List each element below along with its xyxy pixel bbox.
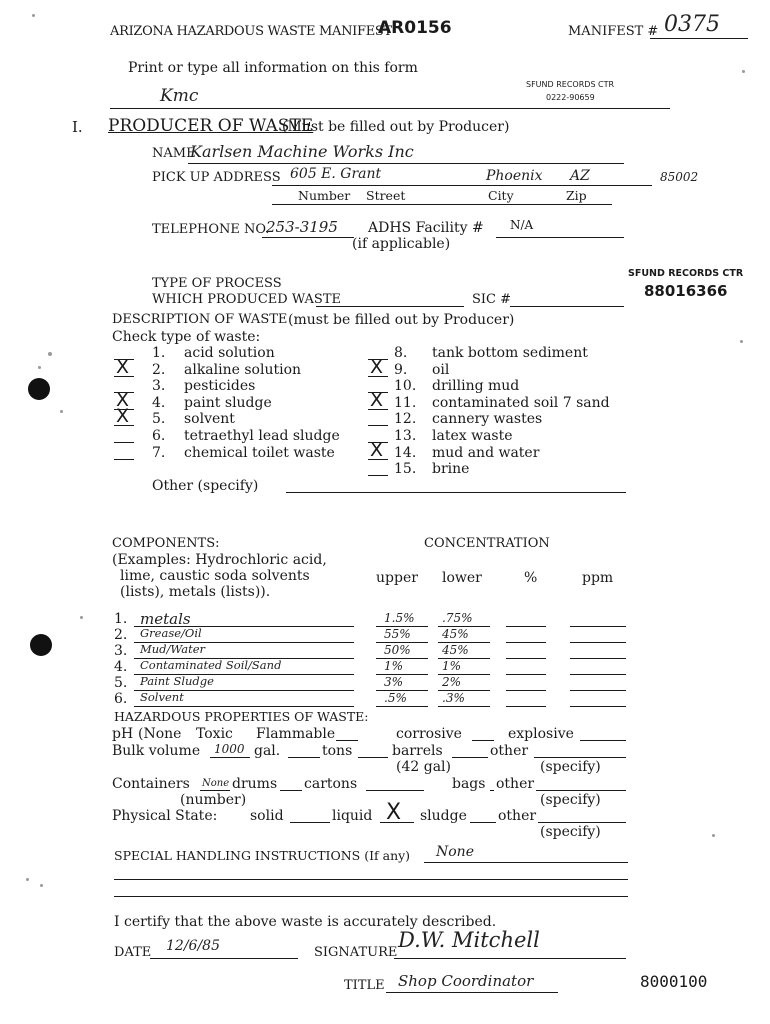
punch-hole	[28, 378, 50, 400]
waste-item-label: tank bottom sediment	[432, 345, 588, 361]
toxic-label: Toxic	[196, 726, 233, 742]
scan-speck	[26, 878, 29, 881]
name-value: Karlsen Machine Works Inc	[190, 142, 414, 161]
other-specify-label: Other (specify)	[152, 478, 259, 494]
manifest-number: 0375	[664, 12, 720, 37]
check-label: Check type of waste:	[112, 329, 261, 345]
waste-item-number: 9.	[394, 361, 408, 378]
flammable-label: Flammable	[256, 726, 336, 742]
title-value: Shop Coordinator	[398, 972, 534, 990]
section-number: I.	[72, 118, 83, 136]
bulk-value: 1000	[214, 742, 245, 756]
waste-item-number: 7.	[152, 444, 166, 461]
manifest-label: MANIFEST #	[568, 24, 659, 39]
waste-check-mark[interactable]: X	[370, 388, 384, 411]
gal-label: gal.	[254, 743, 281, 759]
physical-specify: (specify)	[540, 824, 601, 840]
waste-item-label: latex waste	[432, 428, 513, 444]
certification-statement: I certify that the above waste is accurately described.	[114, 914, 497, 930]
caption-zip: Zip	[566, 188, 587, 203]
physical-other-label: other	[498, 808, 537, 824]
waste-item-number: 13.	[394, 428, 417, 444]
component-row-number: 3.	[114, 643, 128, 659]
caption-street: Street	[366, 188, 406, 203]
component-lower: 1%	[442, 659, 462, 673]
sic-label: SIC #	[472, 292, 512, 307]
waste-item-label: paint sludge	[184, 394, 272, 411]
scan-speck	[60, 410, 63, 413]
component-name: Contaminated Soil/Sand	[140, 658, 282, 672]
stamp-right-line2: 88016366	[644, 282, 728, 300]
component-name: Solvent	[140, 690, 184, 704]
liquid-check-mark: X	[386, 800, 402, 825]
none-label: (None	[138, 726, 182, 742]
bulk-specify: (specify)	[540, 759, 601, 775]
barrels-note: (42 gal)	[396, 759, 451, 775]
containers-label: Containers	[112, 776, 190, 792]
waste-item-label: oil	[432, 361, 450, 378]
waste-item-number: 3.	[152, 378, 166, 395]
waste-item-label: brine	[432, 461, 470, 478]
waste-item-number: 12.	[394, 411, 417, 428]
waste-item-number: 10.	[394, 378, 417, 395]
waste-item-label: solvent	[184, 411, 235, 428]
components-label: COMPONENTS:	[112, 536, 220, 551]
waste-item-number: 15.	[394, 461, 417, 478]
bulk-other-label: other	[490, 743, 529, 759]
form-title: ARIZONA HAZARDOUS WASTE MANIFEST	[110, 24, 392, 39]
corrosive-label: corrosive	[396, 726, 462, 742]
date-label: DATE	[114, 945, 152, 960]
component-upper: 1%	[384, 659, 404, 673]
facility-value: N/A	[510, 218, 534, 232]
waste-item-number: 8.	[394, 345, 408, 361]
name-label: NAME	[152, 146, 196, 161]
component-upper: 55%	[384, 627, 411, 641]
tons-label: tons	[322, 743, 353, 759]
scan-speck	[48, 352, 52, 356]
special-value: None	[436, 844, 474, 860]
waste-item-label: pesticides	[184, 378, 256, 395]
explosive-label: explosive	[508, 726, 574, 742]
containers-other-label: other	[496, 776, 535, 792]
hazards-label: HAZARDOUS PROPERTIES OF WASTE:	[114, 709, 369, 724]
solid-label: solid	[250, 808, 284, 824]
component-upper: 50%	[384, 643, 411, 657]
waste-item-number: 11.	[394, 394, 417, 411]
component-name: Mud/Water	[140, 642, 206, 656]
ph-label: pH	[112, 726, 134, 742]
address-label: PICK UP ADDRESS	[152, 170, 281, 185]
punch-hole	[30, 634, 52, 656]
title-label: TITLE	[344, 978, 385, 993]
phone-value: 253-3195	[266, 218, 338, 236]
process-type-line2: WHICH PRODUCED WASTE	[152, 292, 341, 307]
waste-item-number: 4.	[152, 394, 166, 411]
waste-item-label: acid solution	[184, 345, 275, 361]
stamp-top-line2: 0222-90659	[546, 93, 595, 102]
scan-speck	[38, 366, 41, 369]
handwritten-initials: Kmc	[160, 86, 199, 106]
components-examples-3: (lists), metals (lists)).	[120, 584, 271, 600]
waste-item-number: 5.	[152, 411, 166, 428]
date-value: 12/6/85	[166, 938, 220, 954]
waste-description-note: (must be filled out by Producer)	[288, 312, 515, 328]
stamp-top-line1: SFUND RECORDS CTR	[526, 80, 615, 89]
stamp-right-line1: SFUND RECORDS CTR	[628, 268, 744, 279]
component-lower: 2%	[442, 675, 462, 689]
address-number-street: 605 E. Grant	[290, 166, 382, 182]
waste-item-label: chemical toilet waste	[184, 444, 335, 461]
waste-description-label: DESCRIPTION OF WASTE	[112, 312, 288, 327]
document-number: 8000100	[640, 972, 708, 991]
liquid-label: liquid	[332, 808, 373, 824]
caption-number: Number	[298, 188, 351, 203]
component-row-number: 4.	[114, 659, 128, 675]
waste-item-label: contaminated soil 7 sand	[432, 394, 610, 411]
scan-speck	[740, 340, 743, 343]
waste-item-label: mud and water	[432, 444, 540, 461]
waste-check-mark[interactable]: X	[116, 388, 130, 411]
waste-item-label: tetraethyl lead sludge	[184, 428, 340, 444]
waste-item-label: cannery wastes	[432, 411, 543, 428]
scan-speck	[742, 70, 745, 73]
waste-check-mark[interactable]: X	[370, 355, 384, 378]
component-lower: .75%	[442, 611, 473, 625]
component-lower: 45%	[442, 627, 469, 641]
col-ppm: ppm	[582, 570, 614, 586]
waste-item-number: 14.	[394, 444, 417, 461]
scan-speck	[80, 616, 83, 619]
concentration-label: CONCENTRATION	[424, 536, 550, 551]
component-upper: 1.5%	[384, 611, 415, 625]
section-note: (Must be filled out by Producer)	[282, 119, 510, 135]
waste-check-mark[interactable]: X	[116, 355, 130, 378]
cartons-label: cartons	[304, 776, 358, 792]
component-lower: 45%	[442, 643, 469, 657]
component-row-number: 2.	[114, 627, 128, 643]
address-zip: 85002	[660, 170, 699, 184]
component-upper: 3%	[384, 675, 404, 689]
component-upper: .5%	[384, 691, 407, 705]
containers-specify: (specify)	[540, 792, 601, 808]
physical-label: Physical State:	[112, 808, 218, 824]
waste-item-label: drilling mud	[432, 378, 520, 395]
waste-item-number: 6.	[152, 428, 166, 444]
signature-value: D.W. Mitchell	[398, 928, 540, 952]
component-lower: .3%	[442, 691, 465, 705]
component-name: metals	[140, 610, 191, 628]
waste-check-mark[interactable]: X	[370, 438, 384, 461]
components-examples-2: lime, caustic soda solvents	[120, 568, 310, 584]
waste-item-label: alkaline solution	[184, 361, 302, 378]
col-lower: lower	[442, 570, 482, 586]
component-row-number: 1.	[114, 611, 128, 627]
address-state: AZ	[570, 168, 590, 184]
section-title: PRODUCER OF WASTE	[108, 116, 314, 136]
sludge-label: sludge	[420, 808, 467, 824]
bags-label: bags	[452, 776, 486, 792]
address-city: Phoenix	[486, 168, 543, 184]
containers-value: None	[202, 778, 230, 789]
number-note: (number)	[180, 792, 247, 808]
component-row-number: 5.	[114, 675, 128, 691]
instructions: Print or type all information on this form	[128, 60, 418, 76]
phone-label: TELEPHONE NO.	[152, 222, 270, 237]
barrels-label: barrels	[392, 743, 443, 759]
waste-item-number: 2.	[152, 361, 166, 378]
facility-label: ADHS Facility #	[368, 220, 484, 236]
process-type-line1: TYPE OF PROCESS	[152, 276, 282, 291]
signature-label: SIGNATURE	[314, 945, 398, 960]
facility-note: (if applicable)	[352, 236, 451, 252]
waste-check-mark[interactable]: X	[116, 405, 130, 428]
component-name: Grease/Oil	[140, 626, 202, 640]
scan-speck	[32, 14, 35, 17]
special-label: SPECIAL HANDLING INSTRUCTIONS (If any)	[114, 848, 411, 863]
components-examples-1: (Examples: Hydrochloric acid,	[112, 552, 327, 568]
component-name: Paint Sludge	[140, 674, 214, 688]
col-pct: %	[524, 570, 538, 586]
col-upper: upper	[376, 570, 418, 586]
caption-city: City	[488, 188, 514, 203]
waste-item-number: 1.	[152, 345, 166, 361]
scan-speck	[712, 834, 715, 837]
scan-speck	[40, 884, 43, 887]
component-row-number: 6.	[114, 691, 128, 707]
form-code: AR0156	[378, 18, 452, 38]
drums-label: drums	[232, 776, 278, 792]
bulk-label: Bulk volume	[112, 743, 201, 759]
